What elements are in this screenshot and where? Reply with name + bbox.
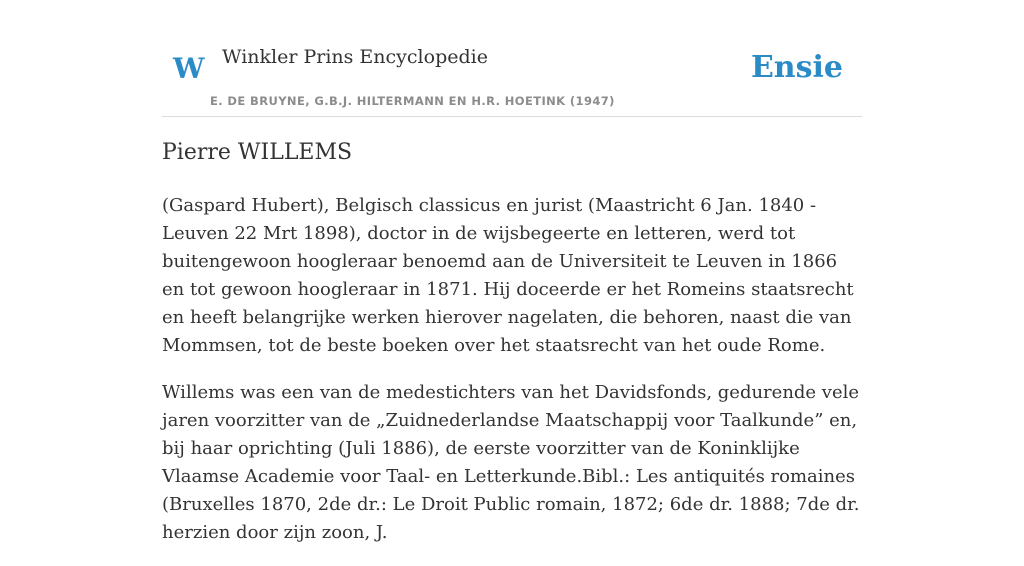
header: [162, 40, 862, 117]
article-body: [162, 192, 862, 566]
article-title: Pierre WILLEMS: [162, 140, 353, 165]
authors-line: E. DE BRUYNE, G.B.J. HILTERMANN EN H.R. HOETINK (1947): [210, 94, 615, 108]
winkler-prins-logo[interactable]: W: [173, 52, 205, 85]
source-title-link[interactable]: Winkler Prins Encyclopedie: [222, 46, 488, 68]
article-paragraph: (Gaspard Hubert), Belgisch classicus en jurist (Maastricht 6 Jan. 1840 - Leuven 22 Mrt 1898), doctor in de wijsbegeerte en letteren, werd tot buitengewoon hoogleraar benoemd aan de Universiteit te Leuven in 1866 en tot gewoon hoogleraar in 1871. Hij doceerde er het Romeins staatsrecht en heeft belangrijke werken hierover nagelaten, die behoren, naast die van Mommsen, tot de beste boeken over het staatsrecht van het oude Rome.: [162, 195, 854, 356]
article-paragraph: Willems was een van de medestichters van het Davidsfonds, gedurende vele jaren voorzitter van de „Zuidnederlandse Maatschappij voor Taalkunde” en, bij haar oprichting (Juli 1886), de eerste voorzitter van de Koninklijke Vlaamse Academie voor Taal- en Letterkunde.Bibl.: Les antiquités romaines (Bruxelles 1870, 2de dr.: Le Droit Public romain, 1872; 6de dr. 1888; 7de dr. herzien door zijn zoon, J.: [162, 382, 860, 543]
ensie-logo-link[interactable]: Ensie: [750, 50, 843, 85]
